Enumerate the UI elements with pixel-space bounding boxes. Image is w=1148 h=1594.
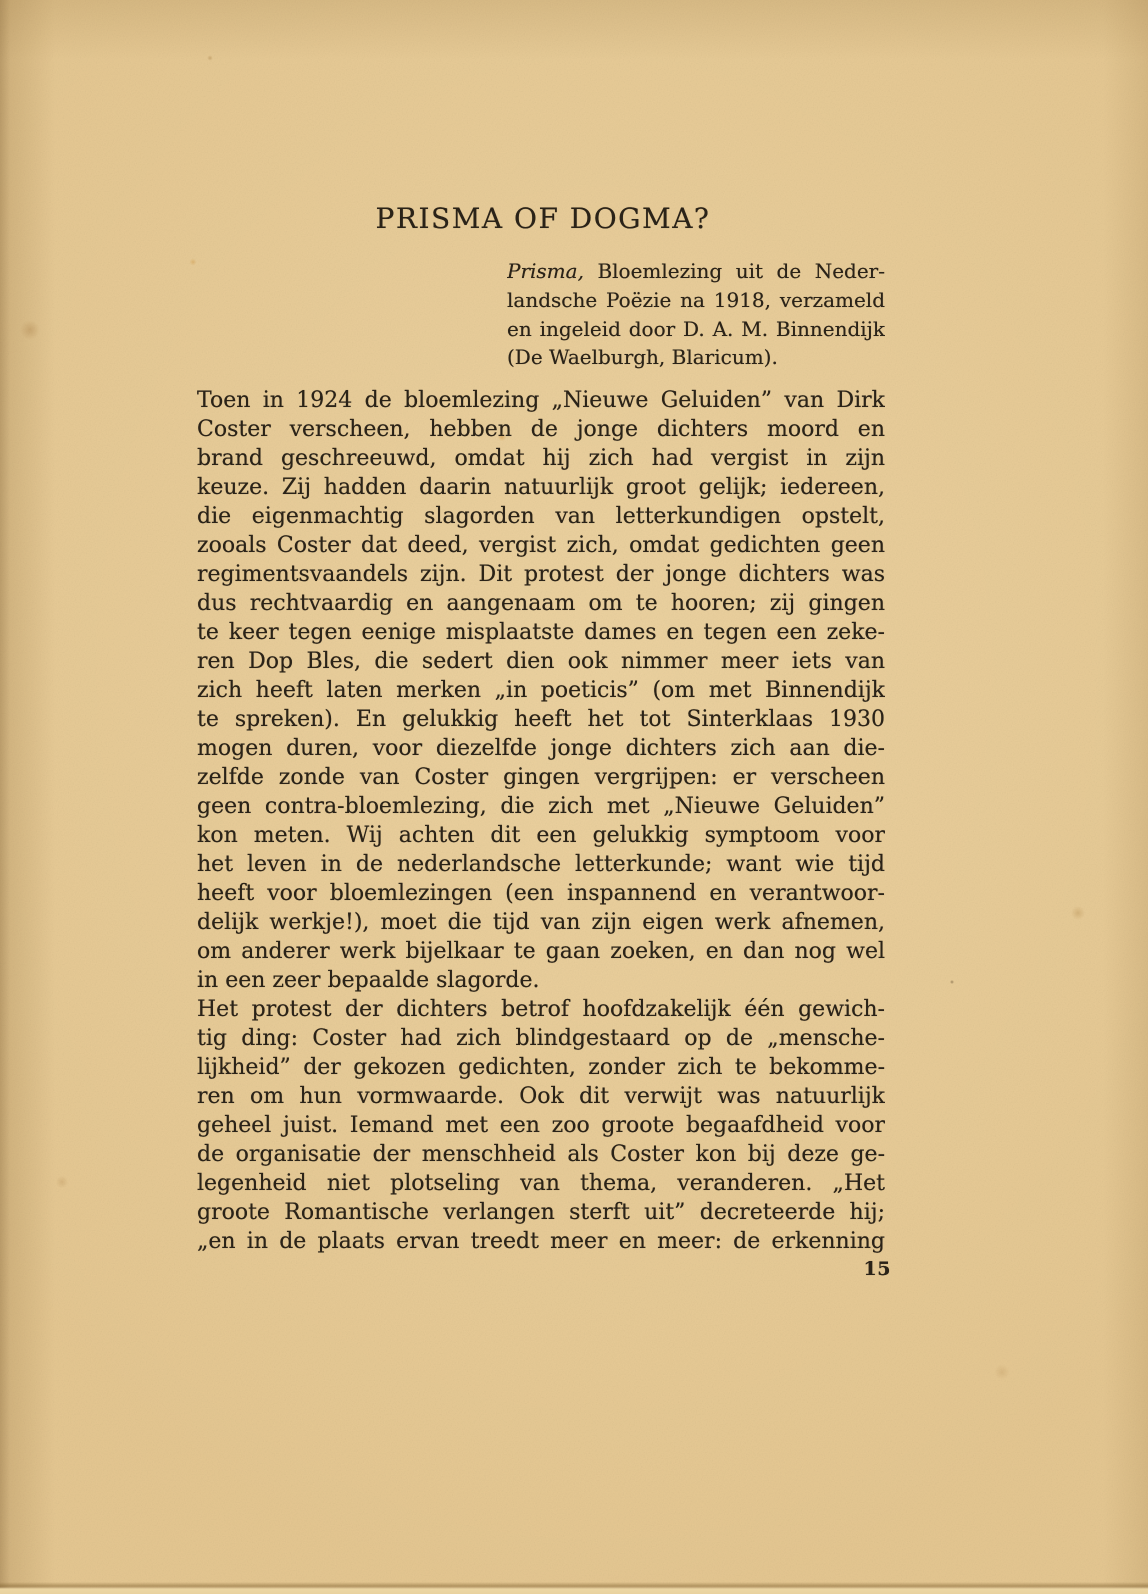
body-line: in een zeer bepaalde slagorde. bbox=[197, 968, 540, 993]
citation-block bbox=[507, 257, 885, 372]
citation-work-title: Prisma, bbox=[507, 259, 584, 283]
body-line: heeft voor bloemlezingen (een inspannend en verantwoor- bbox=[197, 881, 885, 906]
body-line: kon meten. Wij achten dit een gelukkig symptoom voor bbox=[197, 823, 885, 848]
body-line: zelfde zonde van Coster gingen vergrijpen: er verscheen bbox=[197, 765, 885, 790]
body-line: ren Dop Bles, die sedert dien ook nimmer meer iets van bbox=[197, 649, 885, 674]
page-title: PRISMA OF DOGMA? bbox=[375, 202, 711, 235]
citation-line: (De Waelburgh, Blaricum). bbox=[507, 345, 778, 370]
body-line: Toen in 1924 de bloemlezing „Nieuwe Geluiden” van Dirk bbox=[197, 388, 885, 413]
body-line: keuze. Zij hadden daarin natuurlijk groot gelijk; iedereen, bbox=[197, 475, 885, 500]
citation-line bbox=[507, 257, 885, 286]
body-line: zich heeft laten merken „in poeticis” (om met Binnendijk bbox=[197, 678, 885, 703]
body-line: „en in de plaats ervan treedt meer en meer: de erkenning bbox=[197, 1229, 885, 1254]
body-line: het leven in de nederlandsche letterkunde; want wie tijd bbox=[197, 852, 885, 877]
body-line: dus rechtvaardig en aangenaam om te hooren; zij gingen bbox=[197, 591, 885, 616]
body-line: geheel juist. Iemand met een zoo groote begaafdheid voor bbox=[197, 1113, 885, 1138]
body-line: de organisatie der menschheid als Coster kon bij deze ge- bbox=[197, 1142, 885, 1167]
body-line: lijkheid” der gekozen gedichten, zonder zich te bekomme- bbox=[197, 1055, 885, 1080]
body-line: delijk werkje!), moet die tijd van zijn eigen werk afnemen, bbox=[197, 910, 885, 935]
body-line: die eigenmachtig slagorden van letterkundigen opstelt, bbox=[197, 504, 885, 529]
body-line: regimentsvaandels zijn. Dit protest der jonge dichters was bbox=[197, 562, 885, 587]
body-line: ren om hun vormwaarde. Ook dit verwijt was natuurlijk bbox=[197, 1084, 885, 1109]
body-line: groote Romantische verlangen sterft uit” decreteerde hij; bbox=[197, 1200, 885, 1225]
body-line: Het protest der dichters betrof hoofdzakelijk één gewich- bbox=[197, 997, 885, 1022]
page-number: 15 bbox=[863, 1258, 891, 1280]
body-line: legenheid niet plotseling van thema, veranderen. „Het bbox=[197, 1171, 885, 1196]
citation-line-text: Bloemlezing uit de Neder- bbox=[583, 259, 885, 283]
body-line: zooals Coster dat deed, vergist zich, omdat gedichten geen bbox=[197, 533, 885, 558]
body-line: mogen duren, voor diezelfde jonge dichters zich aan die- bbox=[197, 736, 885, 761]
citation-line: en ingeleid door D. A. M. Binnendijk bbox=[507, 316, 885, 341]
body-line: geen contra-bloemlezing, die zich met „Nieuwe Geluiden” bbox=[197, 794, 885, 819]
citation-line: landsche Poëzie na 1918, verzameld bbox=[507, 287, 885, 312]
body-line: te spreken). En gelukkig heeft het tot Sinterklaas 1930 bbox=[197, 707, 885, 732]
body-line: om anderer werk bijelkaar te gaan zoeken, en dan nog wel bbox=[197, 939, 885, 964]
body-text bbox=[197, 386, 885, 1256]
body-line: brand geschreeuwd, omdat hij zich had vergist in zijn bbox=[197, 446, 885, 471]
body-line: Coster verscheen, hebben de jonge dichters moord en bbox=[197, 417, 885, 442]
body-line: tig ding: Coster had zich blindgestaard op de „mensche- bbox=[197, 1026, 885, 1051]
body-line: te keer tegen eenige misplaatste dames en tegen een zeke- bbox=[197, 620, 885, 645]
